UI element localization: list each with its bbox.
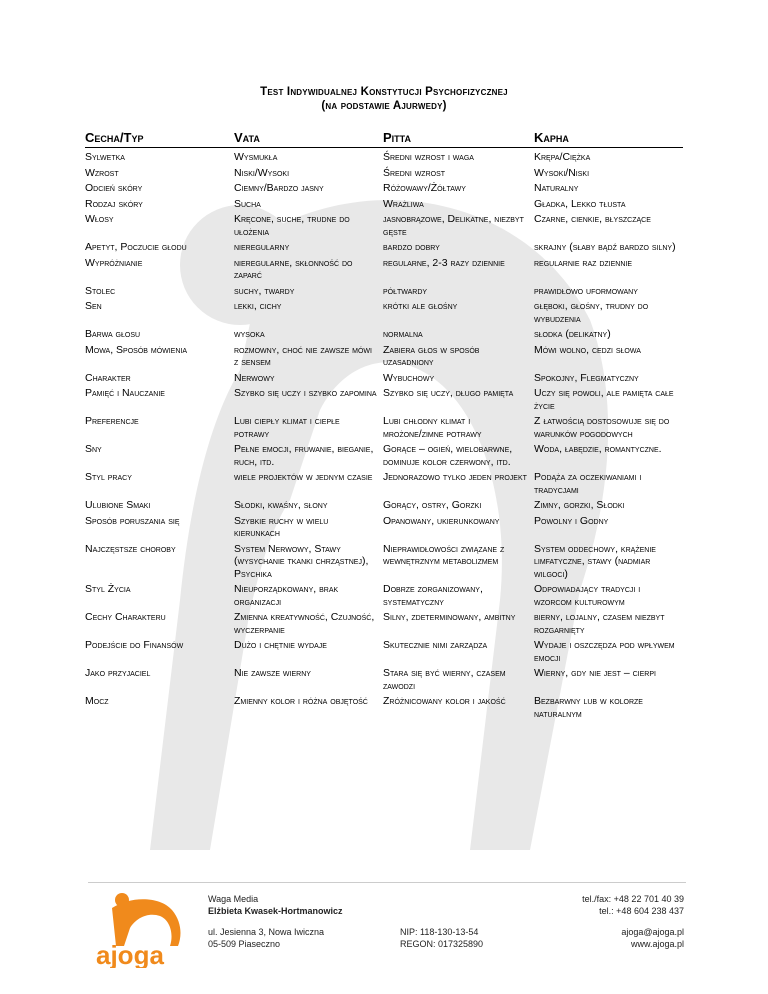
footer-regon: REGON: 017325890 (400, 939, 484, 949)
header-trait: Cecha/Typ (85, 130, 144, 145)
cell-kapha: głęboki, głośny, trudny do wybudzenia (534, 300, 649, 325)
cell-vata: lekki, cichy (234, 300, 282, 312)
cell-kapha: prawidłowo uformowany (534, 284, 638, 297)
table-row (85, 257, 683, 282)
table-row (85, 415, 683, 440)
cell-trait: Mowa, Sposób mówienia (85, 343, 188, 356)
cell-pitta: Stara się być wierny, czasem zawodzi (383, 667, 506, 692)
cell-vata: Zmienny kolor i różna objętość (234, 695, 368, 707)
table-row (85, 611, 683, 636)
header-kapha: Kapha (534, 130, 569, 145)
cell-kapha: Woda, łabędzie, romantyczne. (534, 443, 662, 455)
cell-trait: Pamięć i Nauczanie (85, 387, 165, 399)
cell-vata: nieregularne, skłonność do zaparć (234, 256, 353, 281)
table-row (85, 213, 683, 238)
cell-kapha: Spokojny, Flegmatyczny (534, 371, 639, 384)
cell-vata: Niski/Wysoki (234, 166, 290, 179)
cell-vata: Szybkie ruchy w wielu kierunkach (234, 514, 329, 539)
cell-kapha: Uczy się powoli, ale pamięta całe życie (534, 387, 674, 412)
cell-pitta: Opanowany, ukierunkowany (383, 514, 500, 527)
table-row (85, 151, 683, 164)
table-row (85, 167, 683, 180)
cell-vata: Sucha (234, 197, 261, 210)
header-pitta: Pitta (383, 130, 411, 145)
constitution-table (85, 130, 683, 720)
footer-address2: 05-509 Piaseczno (208, 939, 281, 949)
cell-trait: Charakter (85, 371, 131, 384)
table-row (85, 471, 683, 496)
cell-vata: Szybko się uczy i szybko zapomina (234, 387, 377, 399)
cell-vata: System Nerwowy, Stawy (wysychanie tkanki chrząstnej), Psychika (234, 542, 369, 580)
cell-vata: Nie zawsze wierny (234, 667, 311, 679)
cell-vata: Pełne emocji, fruwanie, bieganie, ruch, itd. (234, 443, 374, 468)
table-row (85, 695, 683, 720)
table-row (85, 667, 683, 692)
cell-vata: Słodki, kwaśny, słony (234, 499, 328, 511)
cell-pitta: Średni wzrost i waga (383, 151, 474, 163)
cell-pitta: półtwardy (383, 284, 428, 297)
cell-vata: Nerwowy (234, 371, 275, 384)
cell-trait: Wypróżnianie (85, 256, 143, 269)
document-subtitle: (na podstawie Ajurwedy) (321, 100, 447, 112)
cell-vata: Wysmukła (234, 151, 278, 163)
cell-trait: Sylwetka (85, 151, 125, 163)
footer-company: Waga Media (208, 894, 259, 904)
cell-kapha: Powolny i Godny (534, 514, 609, 527)
cell-vata: Lubi ciepły klimat i ciepłe potrawy (234, 415, 340, 440)
document-title: Test Indywidualnej Konstytucji Psychofizycznej (260, 86, 508, 98)
cell-trait: Apetyt, Poczucie głodu (85, 241, 187, 253)
table-row (85, 198, 683, 211)
cell-trait: Barwa głosu (85, 328, 141, 340)
header-vata: Vata (234, 130, 260, 145)
cell-pitta: Skutecznie nimi zarządza (383, 639, 488, 651)
cell-kapha: System oddechowy, krążenie limfatyczne, stawy (nadmiar wilgoci) (534, 542, 656, 580)
cell-vata: Zmienna kreatywność, Czujność, wyczerpanie (234, 611, 375, 636)
cell-vata: Dużo i chętnie wydaje (234, 639, 327, 651)
table-row (85, 543, 683, 581)
cell-kapha: Wysoki/Niski (534, 166, 590, 179)
cell-kapha: Gładka, Lekko tłusta (534, 197, 626, 210)
footer-email[interactable]: ajoga@ajoga.pl (621, 927, 684, 937)
cell-kapha: Wydaje i oszczędza pod wpływem emocji (534, 639, 675, 664)
cell-trait: Stolec (85, 284, 116, 297)
table-row (85, 182, 683, 195)
cell-vata: wiele projektów w jednym czasie (234, 471, 373, 483)
cell-pitta: Lubi chłodny klimat i mrożone/zimne potrawy (383, 415, 482, 440)
cell-pitta: Nieprawidłowości związane z wewnętrznym metabolizmem (383, 542, 505, 567)
cell-pitta: Zróżnicowany kolor i jakość (383, 695, 506, 707)
cell-kapha: bierny, lojalny, czasem niezbyt rozgarnięty (534, 611, 665, 636)
cell-pitta: regularne, 2-3 razy dziennie (383, 256, 505, 269)
cell-kapha: skrajny (słaby bądź bardzo silny) (534, 241, 676, 253)
svg-text:ajoga: ajoga (96, 940, 164, 968)
cell-trait: Styl pracy (85, 471, 132, 483)
cell-vata: rozmowny, choć nie zawsze mówi z sensem (234, 343, 372, 368)
cell-pitta: Gorące – ogień, wielobarwne, dominuje kolor czerwony, itd. (383, 443, 513, 468)
cell-trait: Ulubione Smaki (85, 499, 151, 511)
cell-kapha: Z łatwością dostosowuje się do warunków pogodowych (534, 415, 670, 440)
cell-vata: nieregularny (234, 241, 290, 253)
cell-trait: Styl Życia (85, 583, 131, 595)
cell-pitta: Wrażliwa (383, 197, 424, 210)
cell-kapha: słodka (delikatny) (534, 328, 611, 340)
cell-kapha: Naturalny (534, 182, 579, 194)
cell-kapha: regularnie raz dziennie (534, 256, 633, 269)
table-row (85, 583, 683, 608)
footer-nip: NIP: 118-130-13-54 (400, 927, 479, 937)
cell-kapha: Bezbarwny lub w kolorze naturalnym (534, 695, 643, 720)
table-row (85, 515, 683, 540)
table-row (85, 443, 683, 468)
table-row (85, 499, 683, 512)
cell-kapha: Krępa/Ciężka (534, 151, 591, 163)
cell-vata: Ciemny/Bardzo jasny (234, 182, 324, 194)
cell-trait: Jako przyjaciel (85, 667, 151, 679)
table-row (85, 639, 683, 664)
cell-pitta: Jednorazowo tylko jeden projekt (383, 471, 527, 483)
footer-tel-fax: tel./fax: +48 22 701 40 39 (582, 894, 684, 904)
cell-kapha: Czarne, cienkie, błyszczące (534, 213, 651, 225)
cell-pitta: Gorący, ostry, Gorzki (383, 499, 482, 511)
cell-pitta: jasnobrązowe, Delikatne, niezbyt gęste (383, 213, 524, 238)
cell-pitta: bardzo dobry (383, 241, 440, 253)
footer-owner: Elżbieta Kwasek-Hortmanowicz (208, 906, 343, 916)
cell-pitta: krótki ale głośny (383, 300, 458, 312)
footer-website[interactable]: www.ajoga.pl (630, 939, 684, 949)
cell-pitta: Zabiera głos w sposób uzasadniony (383, 343, 480, 368)
cell-pitta: Różowawy/Żółtawy (383, 182, 466, 194)
cell-vata: Nieuporządkowany, brak organizacji (234, 583, 339, 608)
cell-kapha: Podąża za oczekiwaniami i tradycjami (534, 471, 642, 496)
ajoga-logo (90, 888, 200, 968)
cell-kapha: Odpowiadający tradycji i wzorcom kulturowym (534, 583, 641, 608)
cell-trait: Odcień skóry (85, 182, 143, 194)
footer-divider (88, 882, 686, 883)
table-row (85, 328, 683, 341)
cell-vata: suchy, twardy (234, 284, 295, 297)
cell-pitta: Szybko się uczy, długo pamięta (383, 387, 514, 399)
cell-kapha: Wierny, gdy nie jest – cierpi (534, 667, 656, 679)
cell-trait: Najczęstsze choroby (85, 542, 176, 555)
cell-pitta: Silny, zdeterminowany, ambitny (383, 611, 516, 623)
table-header (85, 130, 683, 148)
table-row (85, 241, 683, 254)
cell-vata: Kręcone, suche, trudne do ułożenia (234, 213, 350, 238)
cell-trait: Wzrost (85, 166, 119, 179)
footer-tel: tel.: +48 604 238 437 (599, 906, 684, 916)
cell-trait: Sposób poruszania się (85, 514, 180, 527)
cell-vata: wysoka (234, 328, 265, 340)
cell-trait: Cechy Charakteru (85, 611, 166, 623)
cell-pitta: normalna (383, 328, 423, 340)
cell-trait: Mocz (85, 695, 109, 707)
cell-kapha: Zimny, gorzki, Słodki (534, 499, 625, 511)
cell-trait: Podejście do Finansów (85, 639, 184, 651)
cell-trait: Sny (85, 443, 102, 455)
cell-trait: Włosy (85, 213, 114, 225)
footer-address1: ul. Jesienna 3, Nowa Iwiczna (208, 927, 325, 937)
cell-pitta: Średni wzrost (383, 166, 446, 179)
cell-kapha: Mówi wolno, cedzi słowa (534, 343, 641, 356)
cell-trait: Sen (85, 300, 102, 312)
table-row (85, 387, 683, 412)
cell-trait: Rodzaj skóry (85, 197, 143, 210)
table-row (85, 344, 683, 369)
cell-pitta: Wybuchowy (383, 371, 435, 384)
table-row (85, 285, 683, 298)
table-row (85, 372, 683, 385)
cell-trait: Preferencje (85, 415, 139, 427)
cell-pitta: Dobrze zorganizowany, systematyczny (383, 583, 483, 608)
table-row (85, 300, 683, 325)
